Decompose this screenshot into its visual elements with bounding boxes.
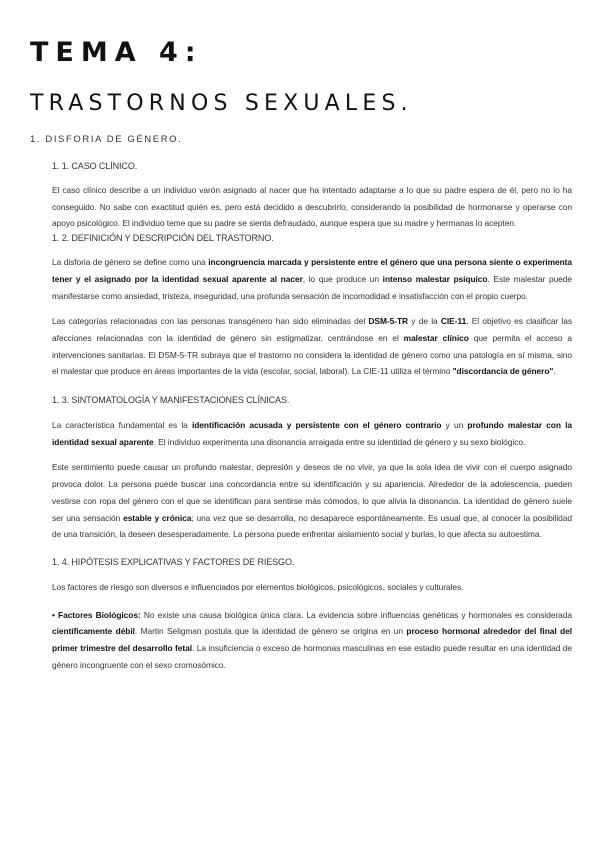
subsection-heading-hipotesis: 1. 4. HIPÓTESIS EXPLICATIVAS Y FACTORES DE RIESGO. (52, 556, 295, 567)
hipotesis-paragraph-1: Los factores de riesgo son diversos e influenciados por elementos biológicos, psicológicos, sociales y culturales. (52, 581, 464, 592)
caso-paragraph: El caso clínico describe a un individuo varón asignado al nacer que ha intentado adaptarse a lo que su padre espera de él, pero no lo ha conseguido. No sabe con exactitud quién es, pero está decidido a descubrirlo, considerando la posibilidad de hormonarse y operarse con apoyo psicológico. El individuo teme que su padre se sienta defraudado, aunque espera que su madre y hermanas lo acepten. (52, 185, 572, 229)
chapter-number: TEMA 4: (30, 37, 203, 68)
sintomatologia-paragraph-1: La característica fundamental es la identificación acusada y persistente con el género contrario y un profundo malestar con la identidad sexual aparente. El individuo experimenta una disonancia arraigada entre su identidad de género y su sexo biológico. (52, 420, 572, 447)
section-heading-disforia: 1. DISFORIA DE GÉNERO. (30, 134, 183, 145)
definicion-paragraph-1: La disforia de género se define como una incongruencia marcada y persistente entre el género que una persona siente o experimenta tener y el asignado por la identidad sexual aparente al nacer, lo que produce un intenso malestar psíquico. Este malestar puede manifestarse como ansiedad, tristeza, inseguridad, una profunda sensación de incomodidad e insatisfacción con el propio cuerpo. (52, 257, 573, 301)
definicion-paragraph-2: Las categorías relacionadas con las personas transgénero han sido eliminadas del DSM-5-TR y de la CIE-11. El objetivo es clasificar las afecciones relacionadas con la identidad de género sin estigmatizar, centrándose en el malestar clínico que permita el acceso a intervenciones sanitarias. El DSM-5-TR subraya que el trastorno no considera la identidad de género como una patología en sí misma, sino el malestar que produce en áreas importantes de la vida (escolar, social, laboral). La CIE-11 utiliza el término "discordancia de género". (52, 316, 572, 377)
subsection-heading-sintomatologia: 1. 3. SINTOMATOLOGÍA Y MANIFESTACIONES CLÍNICAS. (52, 395, 290, 406)
chapter-title: TRASTORNOS SEXUALES. (30, 91, 413, 116)
subsection-heading-definicion: 1. 2. DEFINICIÓN Y DESCRIPCIÓN DEL TRASTORNO. (52, 233, 274, 244)
sintomatologia-paragraph-2: Este sentimiento puede causar un profundo malestar, depresión y deseos de no vivir, ya que la sola idea de vivir con el cuerpo asignado provoca dolor. La persona puede buscar una concordancia entre su identificación y su apariencia. Alrededor de la adolescencia, pueden vestirse con ropa del género con el que se identifican para sentirse más cómodos, lo que alivia la disonancia. La identidad de género suele ser una sensación estable y crónica; una vez que se desarrolla, no desaparece espontáneamente. Es usual que, al conocer la posibilidad de una transición, la deseen desesperadamente. La persona puede enfrentar aislamiento social y burlas, lo que afecta su autoestima. (52, 462, 572, 540)
hipotesis-paragraph-biologicos: • Factores Biológicos: No existe una causa biológica única clara. La evidencia sobre influencias genéticas y hormonales es considerada científicamente débil. Martin Seligman postula que la identidad de género se origina en un proceso hormonal alrededor del final del primer trimestre del desarrollo fetal. La insuficiencia o exceso de hormonas masculinas en ese estadio puede resultar en una identidad de género incongruente con el sexo cromosómico. (52, 609, 573, 670)
subsection-heading-caso: 1. 1. CASO CLÍNICO. (52, 161, 138, 171)
